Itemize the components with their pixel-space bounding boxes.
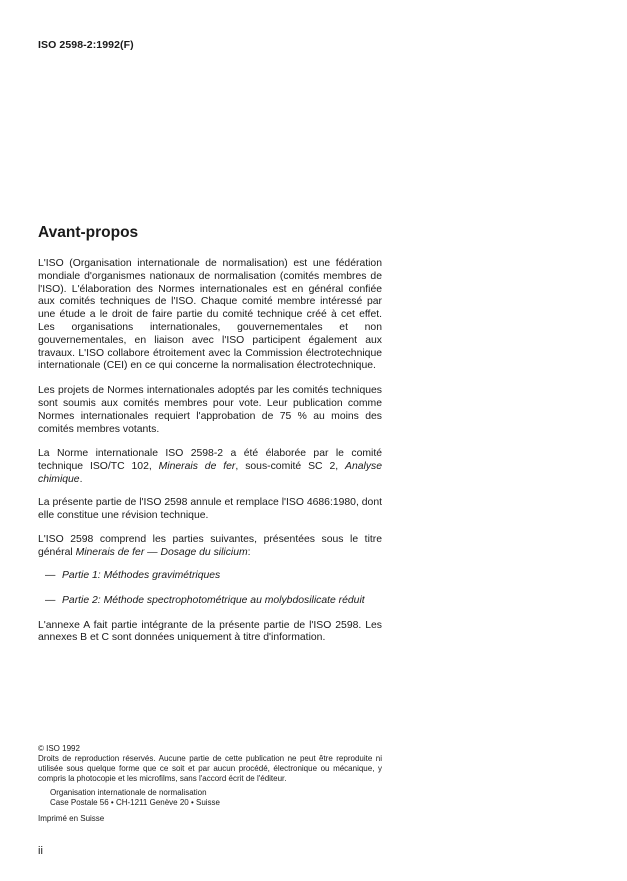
paragraph-parts [38, 534, 382, 560]
paragraph-iso-intro: L'ISO (Organisation internationale de normalisation) est une fédération mondiale d'organismes nationaux de normalisation (comités membres de l'ISO). L'élaboration des Normes internationales est en général confiée aux comités techniques de l'ISO. Chaque comité membre intéressé par une étude a le droit de faire partie du comité technique créé à cet effet. Les organisations internationales, gouvernementales et non gouvernementales, en liaison avec l'ISO participent également aux travaux. L'ISO collabore étroitement avec la Commission électrotechnique internationale (CEI) en ce qui concerne la normalisation électrotechnique. [38, 258, 382, 372]
part-1-title: Partie 1: Méthodes gravimétriques [62, 569, 221, 581]
paragraph-annexes: L'annexe A fait partie intégrante de la présente partie de l'ISO 2598. Les annexes B et C sont données uniquement à titre d'information. [38, 619, 382, 644]
copyright-footer [38, 744, 382, 824]
list-item-part-1 [38, 570, 382, 583]
rights-notice: Droits de reproduction réservés. Aucune partie de cette publication ne peut être reproduite ni utilisée sous quelque forme que ce soit et par aucun procédé, électronique ou mécanique, y compris la photocopie et les microfilms, sans l'accord écrit de l'éditeur. [38, 754, 382, 783]
document-id: ISO 2598-2:1992(F) [38, 39, 134, 51]
parts-text-a: L'ISO 2598 comprend les parties suivantes, présentées sous le titre général [38, 534, 382, 559]
dash-bullet: — [45, 594, 56, 606]
section-heading: Avant-propos [38, 224, 139, 241]
subcommittee-title: Analyse chimique [38, 461, 382, 485]
publisher-address: Case Postale 56 • CH-1211 Genève 20 • Suisse [50, 798, 220, 807]
paragraph-committee [38, 448, 382, 486]
copyright-line: © ISO 1992 [38, 744, 80, 753]
page-number: ii [38, 845, 43, 857]
parts-text-c: : [247, 547, 251, 559]
part-2-title: Partie 2: Méthode spectrophotométrique au molybdosilicate réduit [62, 594, 365, 606]
list-item-part-2 [38, 595, 382, 608]
committee-title: Minerais de fer [158, 461, 236, 473]
committee-text-e: . [79, 473, 83, 485]
paragraph-drafts: Les projets de Normes internationales adoptés par les comités techniques sont soumis aux comités membres pour vote. Leur publication comme Normes internationales requiert l'approbation de 75 % au moins des comités membres votants. [38, 385, 382, 435]
paragraph-replacement: La présente partie de l'ISO 2598 annule et remplace l'ISO 4686:1980, dont elle constitue une révision technique. [38, 496, 382, 521]
committee-text-c: , sous-comité SC 2, [235, 461, 346, 473]
publisher-name: Organisation internationale de normalisation [50, 788, 207, 797]
dash-bullet: — [45, 569, 56, 581]
foreword-body [38, 258, 382, 657]
general-title: Minerais de fer — Dosage du silicium [75, 547, 248, 559]
printed-in: Imprimé en Suisse [38, 814, 105, 823]
committee-text-a: La Norme internationale ISO 2598-2 a été élaborée par le comité technique ISO/TC 102, [38, 448, 382, 473]
